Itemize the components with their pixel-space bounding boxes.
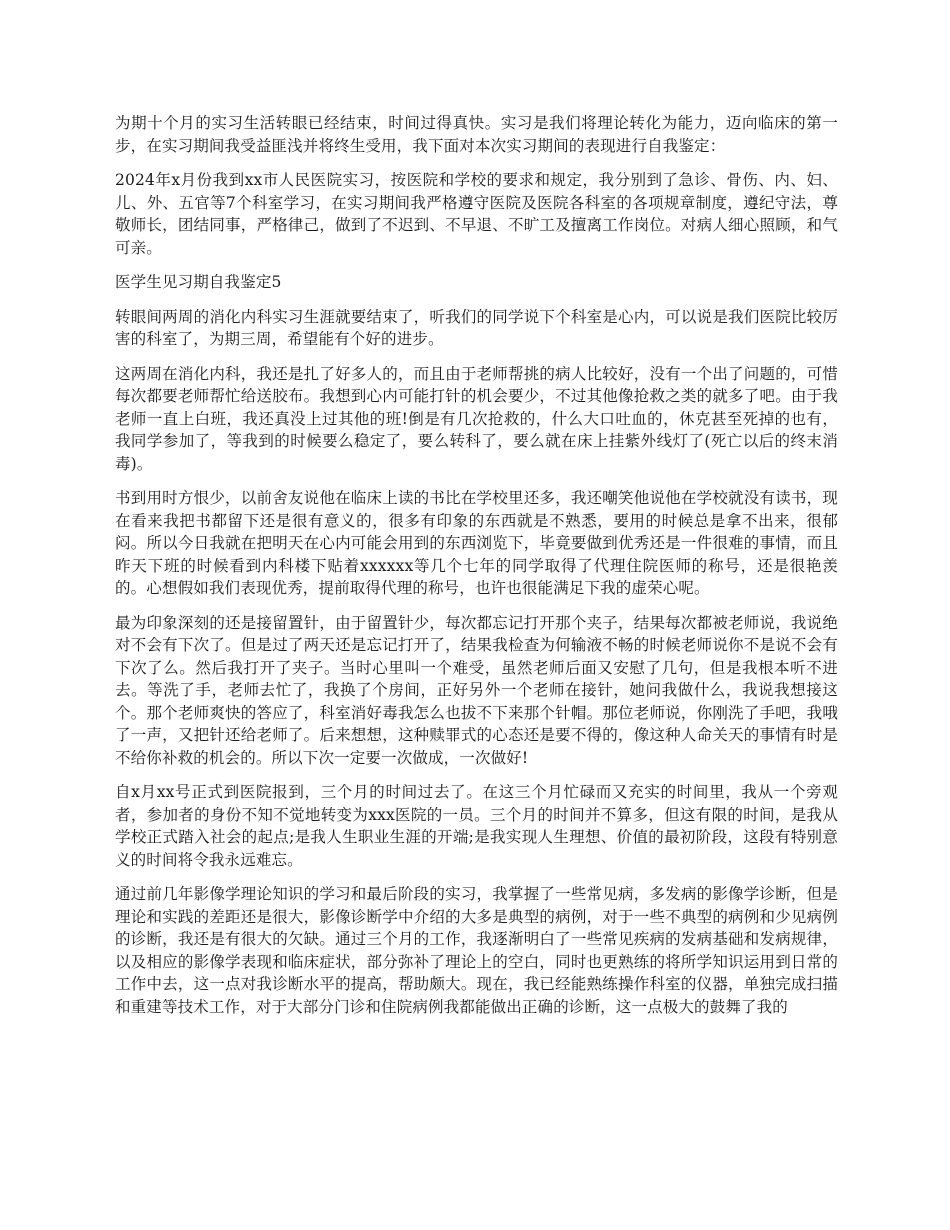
paragraph-internship-overview: 2024年x月份我到xx市人民医院实习，按医院和学校的要求和规定，我分别到了急诊、骨伤、内、妇、儿、外、五官等7个科室学习，在实习期间我严格遵守医院及医院各科室的各项规章制度，遵纪守法，尊敬师长，团结同事，严格律己，做到了不迟到、不早退、不旷工及擅离工作岗位。对病人细心照顾，和气可亲。 xyxy=(115,171,838,257)
paragraph-books: 书到用时方恨少，以前舍友说他在临床上读的书比在学校里还多，我还嘲笑他说他在学校就没有读书，现在看来我把书都留下还是很有意义的，很多有印象的东西就是不熟悉，要用的时候总是拿不出来，很郁闷。所以今日我就在把明天在心内可能会用到的东西浏览下，毕竟要做到优秀还是一件很难的事情，而且昨天下班的时候看到内科楼下贴着xxxxxx等几个七年的同学取得了代理住院医师的称号，还是很艳羡的。心想假如我们表现优秀，提前取得代理的称号，也许也很能满足下我的虚荣心呢。 xyxy=(115,489,838,597)
paragraph-intro: 为期十个月的实习生活转眼已经结束，时间过得真快。实习是我们将理论转化为能力，迈向临床的第一步，在实习期间我受益匪浅并将终生受用，我下面对本次实习期间的表现进行自我鉴定： xyxy=(115,114,838,155)
paragraph-imaging-study: 通过前几年影像学理论知识的学习和最后阶段的实习，我掌握了一些常见病，多发病的影像学诊断，但是理论和实践的差距还是很大，影像诊断学中介绍的大多是典型的病例，对于一些不典型的病例和少见病例的诊断，我还是有很大的欠缺。通过三个月的工作，我逐渐明白了一些常见疾病的发病基础和发病规律，以及相应的影像学表现和临床症状，部分弥补了理论上的空白，同时也更熟练的将所学知识运用到日常的工作中去，这一点对我诊断水平的提高，帮助颇大。现在，我已经能熟练操作科室的仪器，单独完成扫描和重建等技术工作，对于大部分门诊和住院病例我都能做出正确的诊断，这一点极大的鼓舞了我的 xyxy=(115,885,838,1016)
section-heading: 医学生见习期自我鉴定5 xyxy=(115,273,282,291)
paragraph-two-weeks: 这两周在消化内科，我还是扎了好多人的，而且由于老师帮挑的病人比较好，没有一个出了问题的，可惜每次都要老师帮忙给送胶布。我想到心内可能打针的机会要少，不过其他像抢救之类的就多了吧。由于我老师一直上白班，我还真没上过其他的班!倒是有几次抢救的，什么大口吐血的，休克甚至死掉的也有，我同学参加了，等我到的时候要么稳定了，要么转科了，要么就在床上挂紫外线灯了(死亡以后的终末消毒)。 xyxy=(115,364,838,473)
document-body xyxy=(115,112,838,1030)
paragraph-indwelling-needle: 最为印象深刻的还是接留置针，由于留置针少，每次都忘记打开那个夹子，结果每次都被老师说，我说绝对不会有下次了。但是过了两天还是忘记打开了，结果我检查为何输液不畅的时候老师说你不是说不会有下次了么。然后我打开了夹子。当时心里叫一个难受，虽然老师后面又安慰了几句，但是我根本听不进去。等洗了手，老师去忙了，我换了个房间，正好另外一个老师在接针，她问我做什么，我说我想接这个。那个老师爽快的答应了，科室消好毒我怎么也拔不下来那个针帽。那位老师说，你刚洗了手吧，我哦了一声，又把针还给老师了。后来想想，这种赎罪式的心态还是要不得的，像这种人命关天的事情有时是不给你补救的机会的。所以下次一定要一次做成，一次做好! xyxy=(115,613,838,767)
paragraph-digestive-dept: 转眼间两周的消化内科实习生涯就要结束了，听我们的同学说下个科室是心内，可以说是我们医院比较厉害的科室了，为期三周，希望能有个好的进步。 xyxy=(115,307,838,348)
paragraph-three-months: 自x月xx号正式到医院报到，三个月的时间过去了。在这三个月忙碌而又充实的时间里，我从一个旁观者，参加者的身份不知不觉地转变为xxx医院的一员。三个月的时间并不算多，但这有限的时间，是我从学校正式踏入社会的起点;是我人生职业生涯的开端;是我实现人生理想、价值的最初阶段，这段有特别意义的时间将令我永远难忘。 xyxy=(115,783,838,869)
